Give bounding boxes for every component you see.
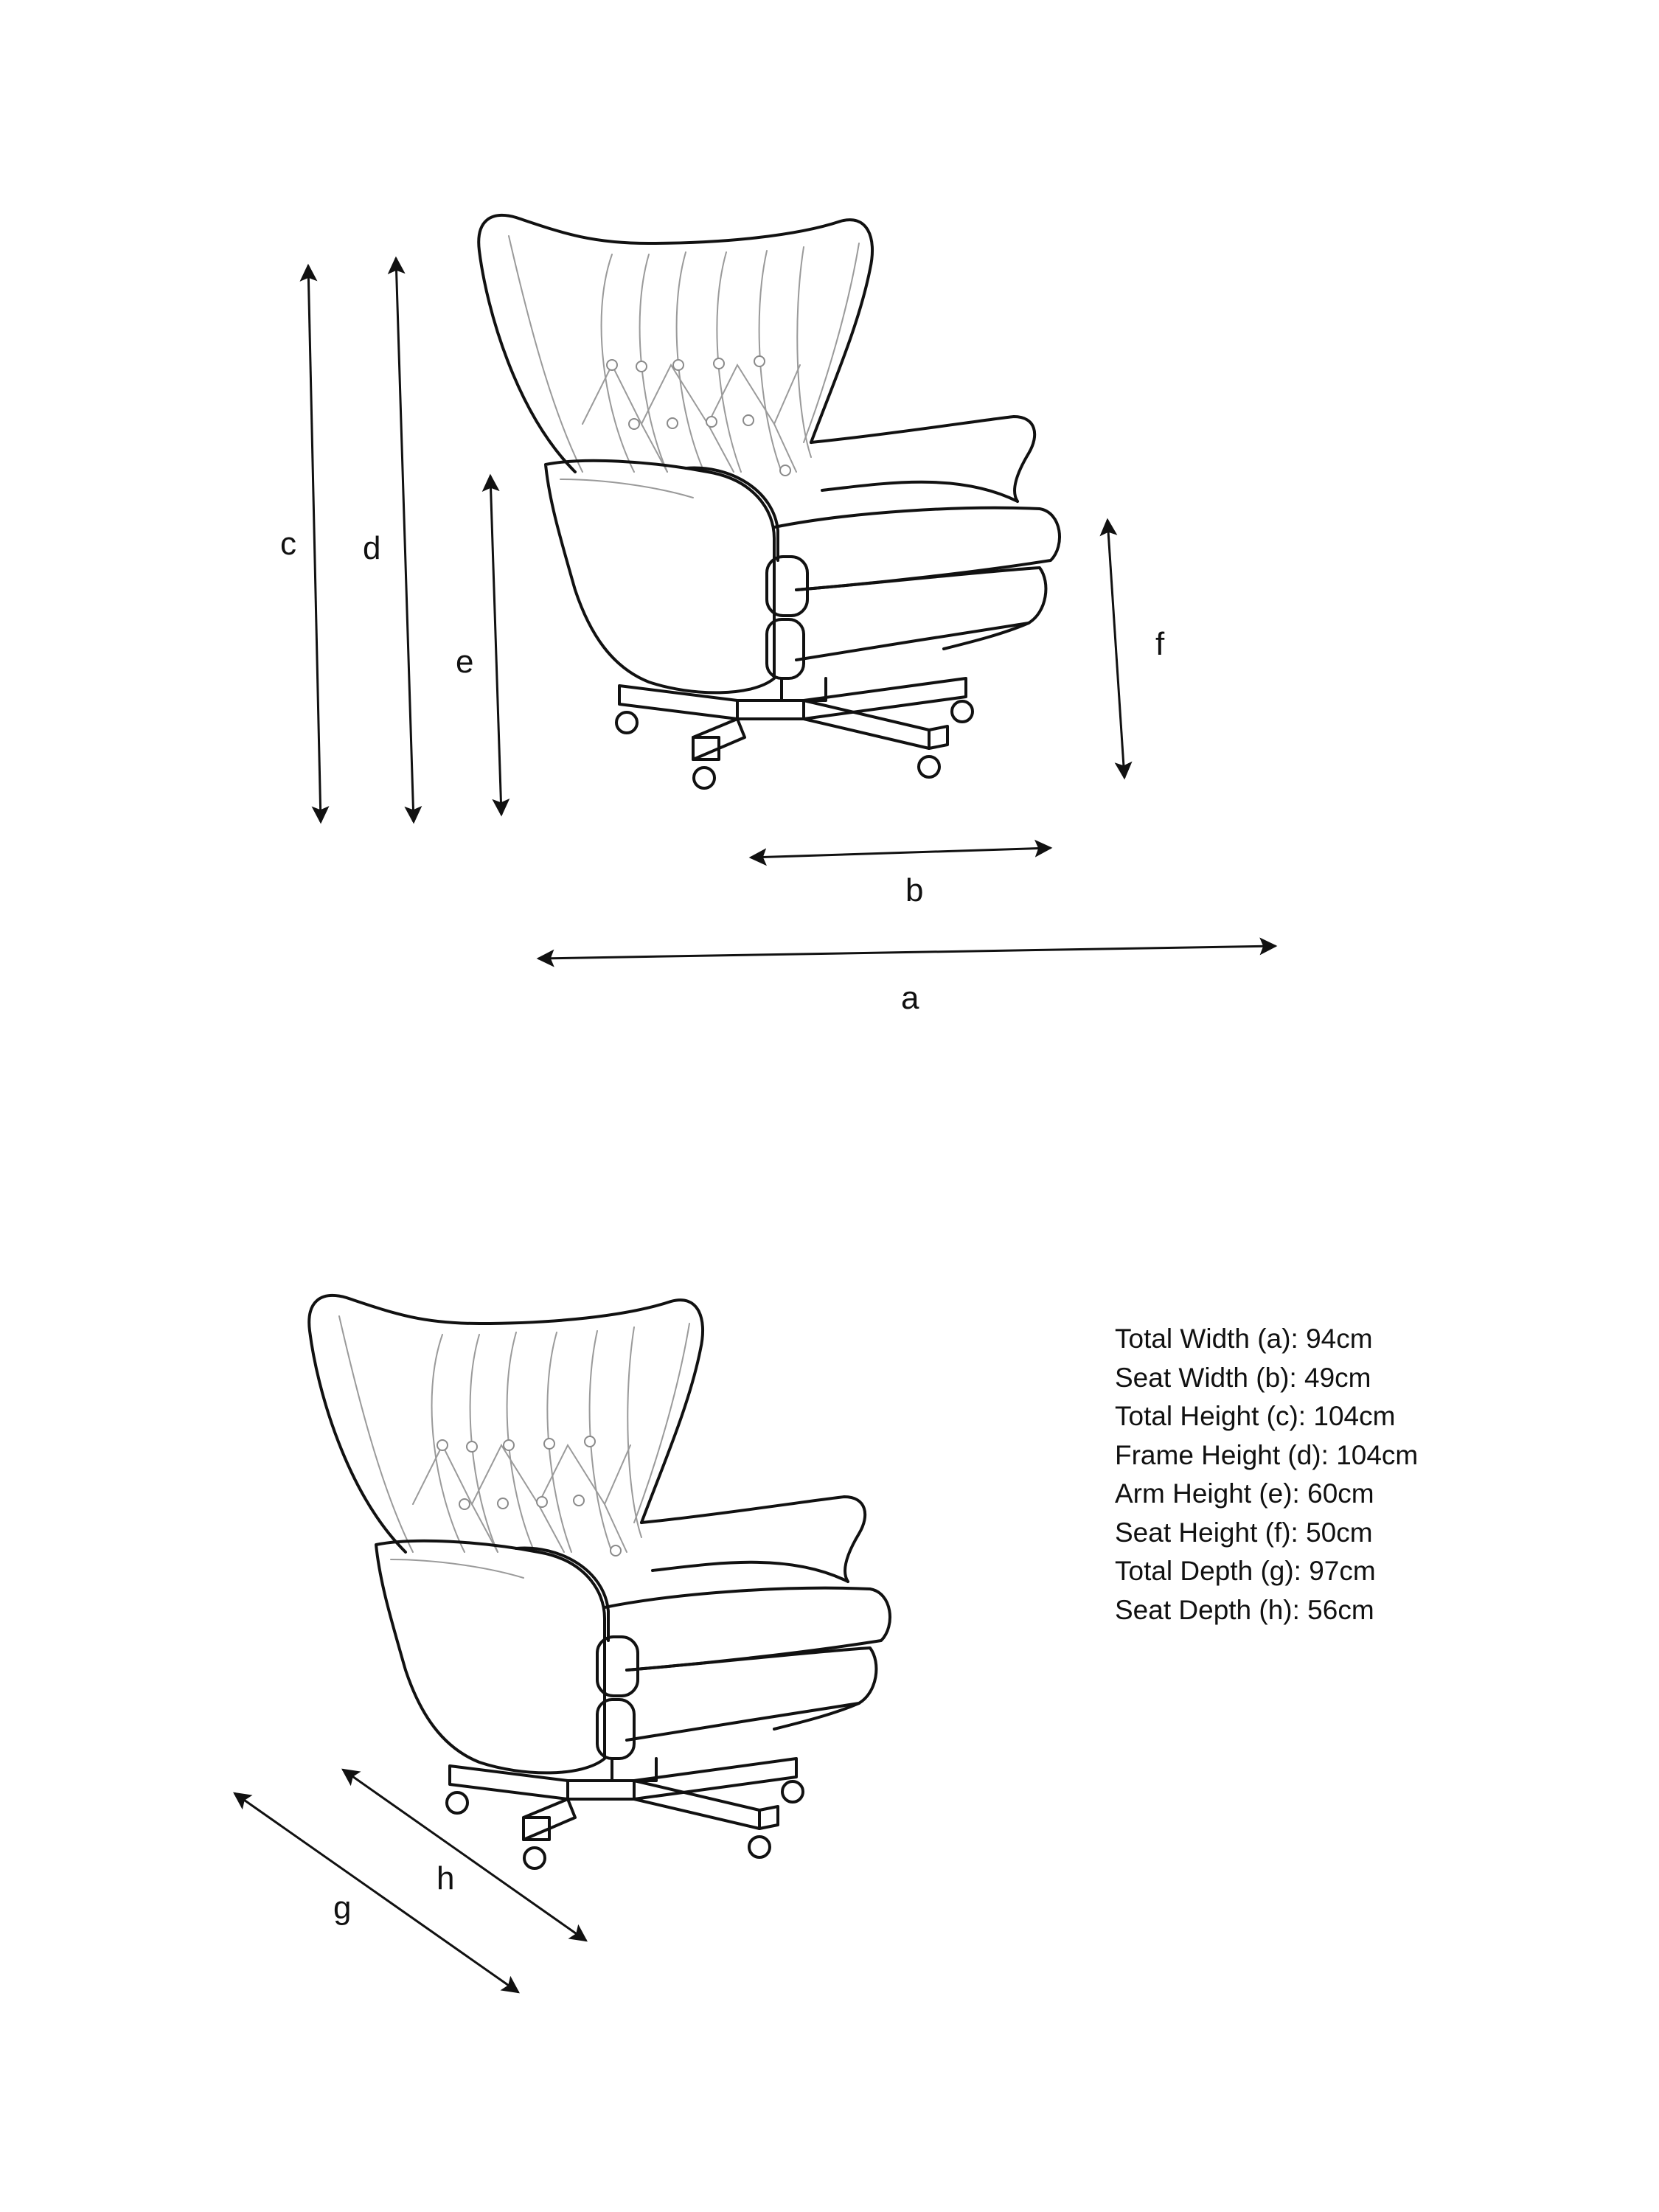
dimension-arrow-c — [308, 265, 321, 822]
chair-side-illustration — [309, 1295, 890, 1868]
specifications-list — [1115, 1320, 1418, 1630]
label-f: f — [1155, 626, 1165, 662]
dimension-arrow-b — [751, 848, 1051, 858]
spec-seat-depth: Seat Depth (h): 56cm — [1115, 1594, 1374, 1625]
dimension-arrow-a — [538, 946, 1276, 959]
label-d: d — [363, 530, 381, 566]
label-e: e — [456, 644, 474, 680]
spec-seat-height: Seat Height (f): 50cm — [1115, 1517, 1373, 1548]
spec-total-height: Total Height (c): 104cm — [1115, 1401, 1396, 1431]
dimension-arrow-d — [396, 258, 414, 822]
spec-total-width: Total Width (a): 94cm — [1115, 1324, 1373, 1354]
chair-front-illustration — [479, 215, 1060, 788]
dimension-arrow-f — [1107, 520, 1124, 778]
spec-seat-width: Seat Width (b): 49cm — [1115, 1362, 1371, 1393]
label-h: h — [437, 1860, 455, 1896]
label-a: a — [901, 980, 919, 1016]
label-c: c — [280, 526, 296, 562]
spec-total-depth: Total Depth (g): 97cm — [1115, 1556, 1376, 1586]
dimension-arrow-g — [234, 1793, 518, 1992]
spec-frame-height: Frame Height (d): 104cm — [1115, 1439, 1419, 1470]
front-view — [280, 215, 1276, 1016]
label-g: g — [333, 1890, 352, 1926]
side-view — [234, 1295, 890, 1992]
spec-arm-height: Arm Height (e): 60cm — [1115, 1478, 1374, 1509]
dimension-arrow-e — [490, 476, 501, 815]
label-b: b — [905, 872, 924, 908]
